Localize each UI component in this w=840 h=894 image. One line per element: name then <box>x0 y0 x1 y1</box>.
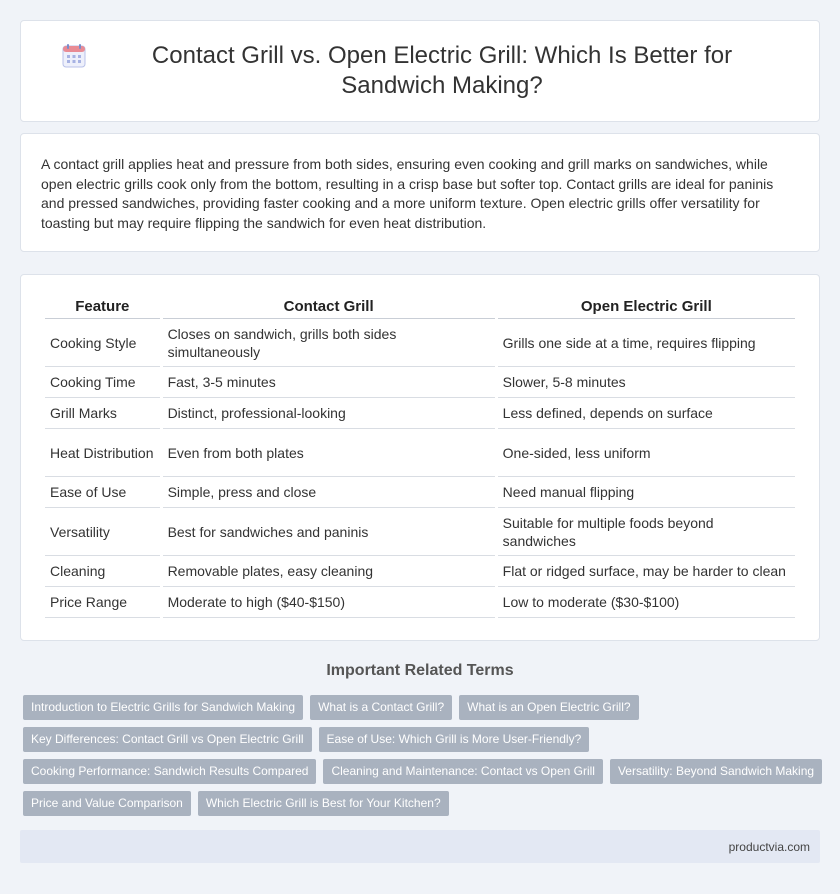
table-row <box>45 508 795 556</box>
open-cell: Suitable for multiple foods beyond sandwiches <box>498 508 795 556</box>
table-row <box>45 556 795 587</box>
contact-cell: Fast, 3-5 minutes <box>163 367 495 398</box>
contact-cell: Best for sandwiches and paninis <box>163 508 495 556</box>
feature-cell: Cleaning <box>45 556 160 587</box>
tag-link[interactable]: Versatility: Beyond Sandwich Making <box>610 759 822 784</box>
related-terms-tags <box>23 695 823 823</box>
calendar-icon <box>61 43 87 69</box>
feature-cell: Heat Distribution <box>45 429 160 477</box>
tag-link[interactable]: Key Differences: Contact Grill vs Open Electric Grill <box>23 727 312 752</box>
contact-cell: Removable plates, easy cleaning <box>163 556 495 587</box>
feature-cell: Cooking Time <box>45 367 160 398</box>
tag-row <box>23 695 823 720</box>
tag-link[interactable]: Ease of Use: Which Grill is More User-Friendly? <box>319 727 590 752</box>
tag-link[interactable]: Which Electric Grill is Best for Your Kitchen? <box>198 791 449 816</box>
table-row <box>45 398 795 429</box>
open-cell: Need manual flipping <box>498 477 795 508</box>
tag-row <box>23 727 823 752</box>
page-title: Contact Grill vs. Open Electric Grill: Which Is Better for Sandwich Making? <box>151 42 733 99</box>
header-contact-grill: Contact Grill <box>163 295 495 319</box>
title-card <box>20 20 820 122</box>
contact-cell: Simple, press and close <box>163 477 495 508</box>
contact-cell: Closes on sandwich, grills both sides simultaneously <box>163 319 495 367</box>
table-row <box>45 587 795 618</box>
comparison-table <box>42 295 798 618</box>
table-row <box>45 477 795 508</box>
footer-site-link[interactable]: productvia.com <box>728 840 810 854</box>
feature-cell: Price Range <box>45 587 160 618</box>
header-feature: Feature <box>45 295 160 319</box>
tag-row <box>23 791 823 816</box>
tag-link[interactable]: Price and Value Comparison <box>23 791 191 816</box>
title-wrap <box>21 21 819 121</box>
related-terms-heading: Important Related Terms <box>326 662 514 679</box>
open-cell: Less defined, depends on surface <box>498 398 795 429</box>
open-cell: Low to moderate ($30-$100) <box>498 587 795 618</box>
contact-cell: Even from both plates <box>163 429 495 477</box>
contact-cell: Moderate to high ($40-$150) <box>163 587 495 618</box>
tag-link[interactable]: Cleaning and Maintenance: Contact vs Open Grill <box>323 759 602 784</box>
tag-link[interactable]: Introduction to Electric Grills for Sandwich Making <box>23 695 303 720</box>
intro-paragraph: A contact grill applies heat and pressure from both sides, ensuring even cooking and grill marks on sandwiches, while open electric grills cook only from the bottom, resulting in a crisp base but softer top. Contact grills are ideal for paninis and pressed sandwiches, providing faster cooking and a more uniform texture. Open electric grills offer versatility for toasting but may require flipping the sandwich for even heat distribution. <box>41 156 774 231</box>
table-row <box>45 429 795 477</box>
tag-row <box>23 759 823 784</box>
intro-card <box>20 133 820 252</box>
tag-link[interactable]: Cooking Performance: Sandwich Results Compared <box>23 759 316 784</box>
tag-link[interactable]: What is an Open Electric Grill? <box>459 695 638 720</box>
open-cell: Grills one side at a time, requires flipping <box>498 319 795 367</box>
footer <box>20 830 820 863</box>
comparison-table-card <box>20 274 820 641</box>
feature-cell: Versatility <box>45 508 160 556</box>
open-cell: Flat or ridged surface, may be harder to clean <box>498 556 795 587</box>
table-row <box>45 367 795 398</box>
tag-link[interactable]: What is a Contact Grill? <box>310 695 452 720</box>
table-row <box>45 319 795 367</box>
header-open-electric-grill: Open Electric Grill <box>498 295 795 319</box>
open-cell: Slower, 5-8 minutes <box>498 367 795 398</box>
feature-cell: Ease of Use <box>45 477 160 508</box>
open-cell: One-sided, less uniform <box>498 429 795 477</box>
feature-cell: Grill Marks <box>45 398 160 429</box>
table-header-row <box>45 295 795 319</box>
feature-cell: Cooking Style <box>45 319 160 367</box>
contact-cell: Distinct, professional-looking <box>163 398 495 429</box>
